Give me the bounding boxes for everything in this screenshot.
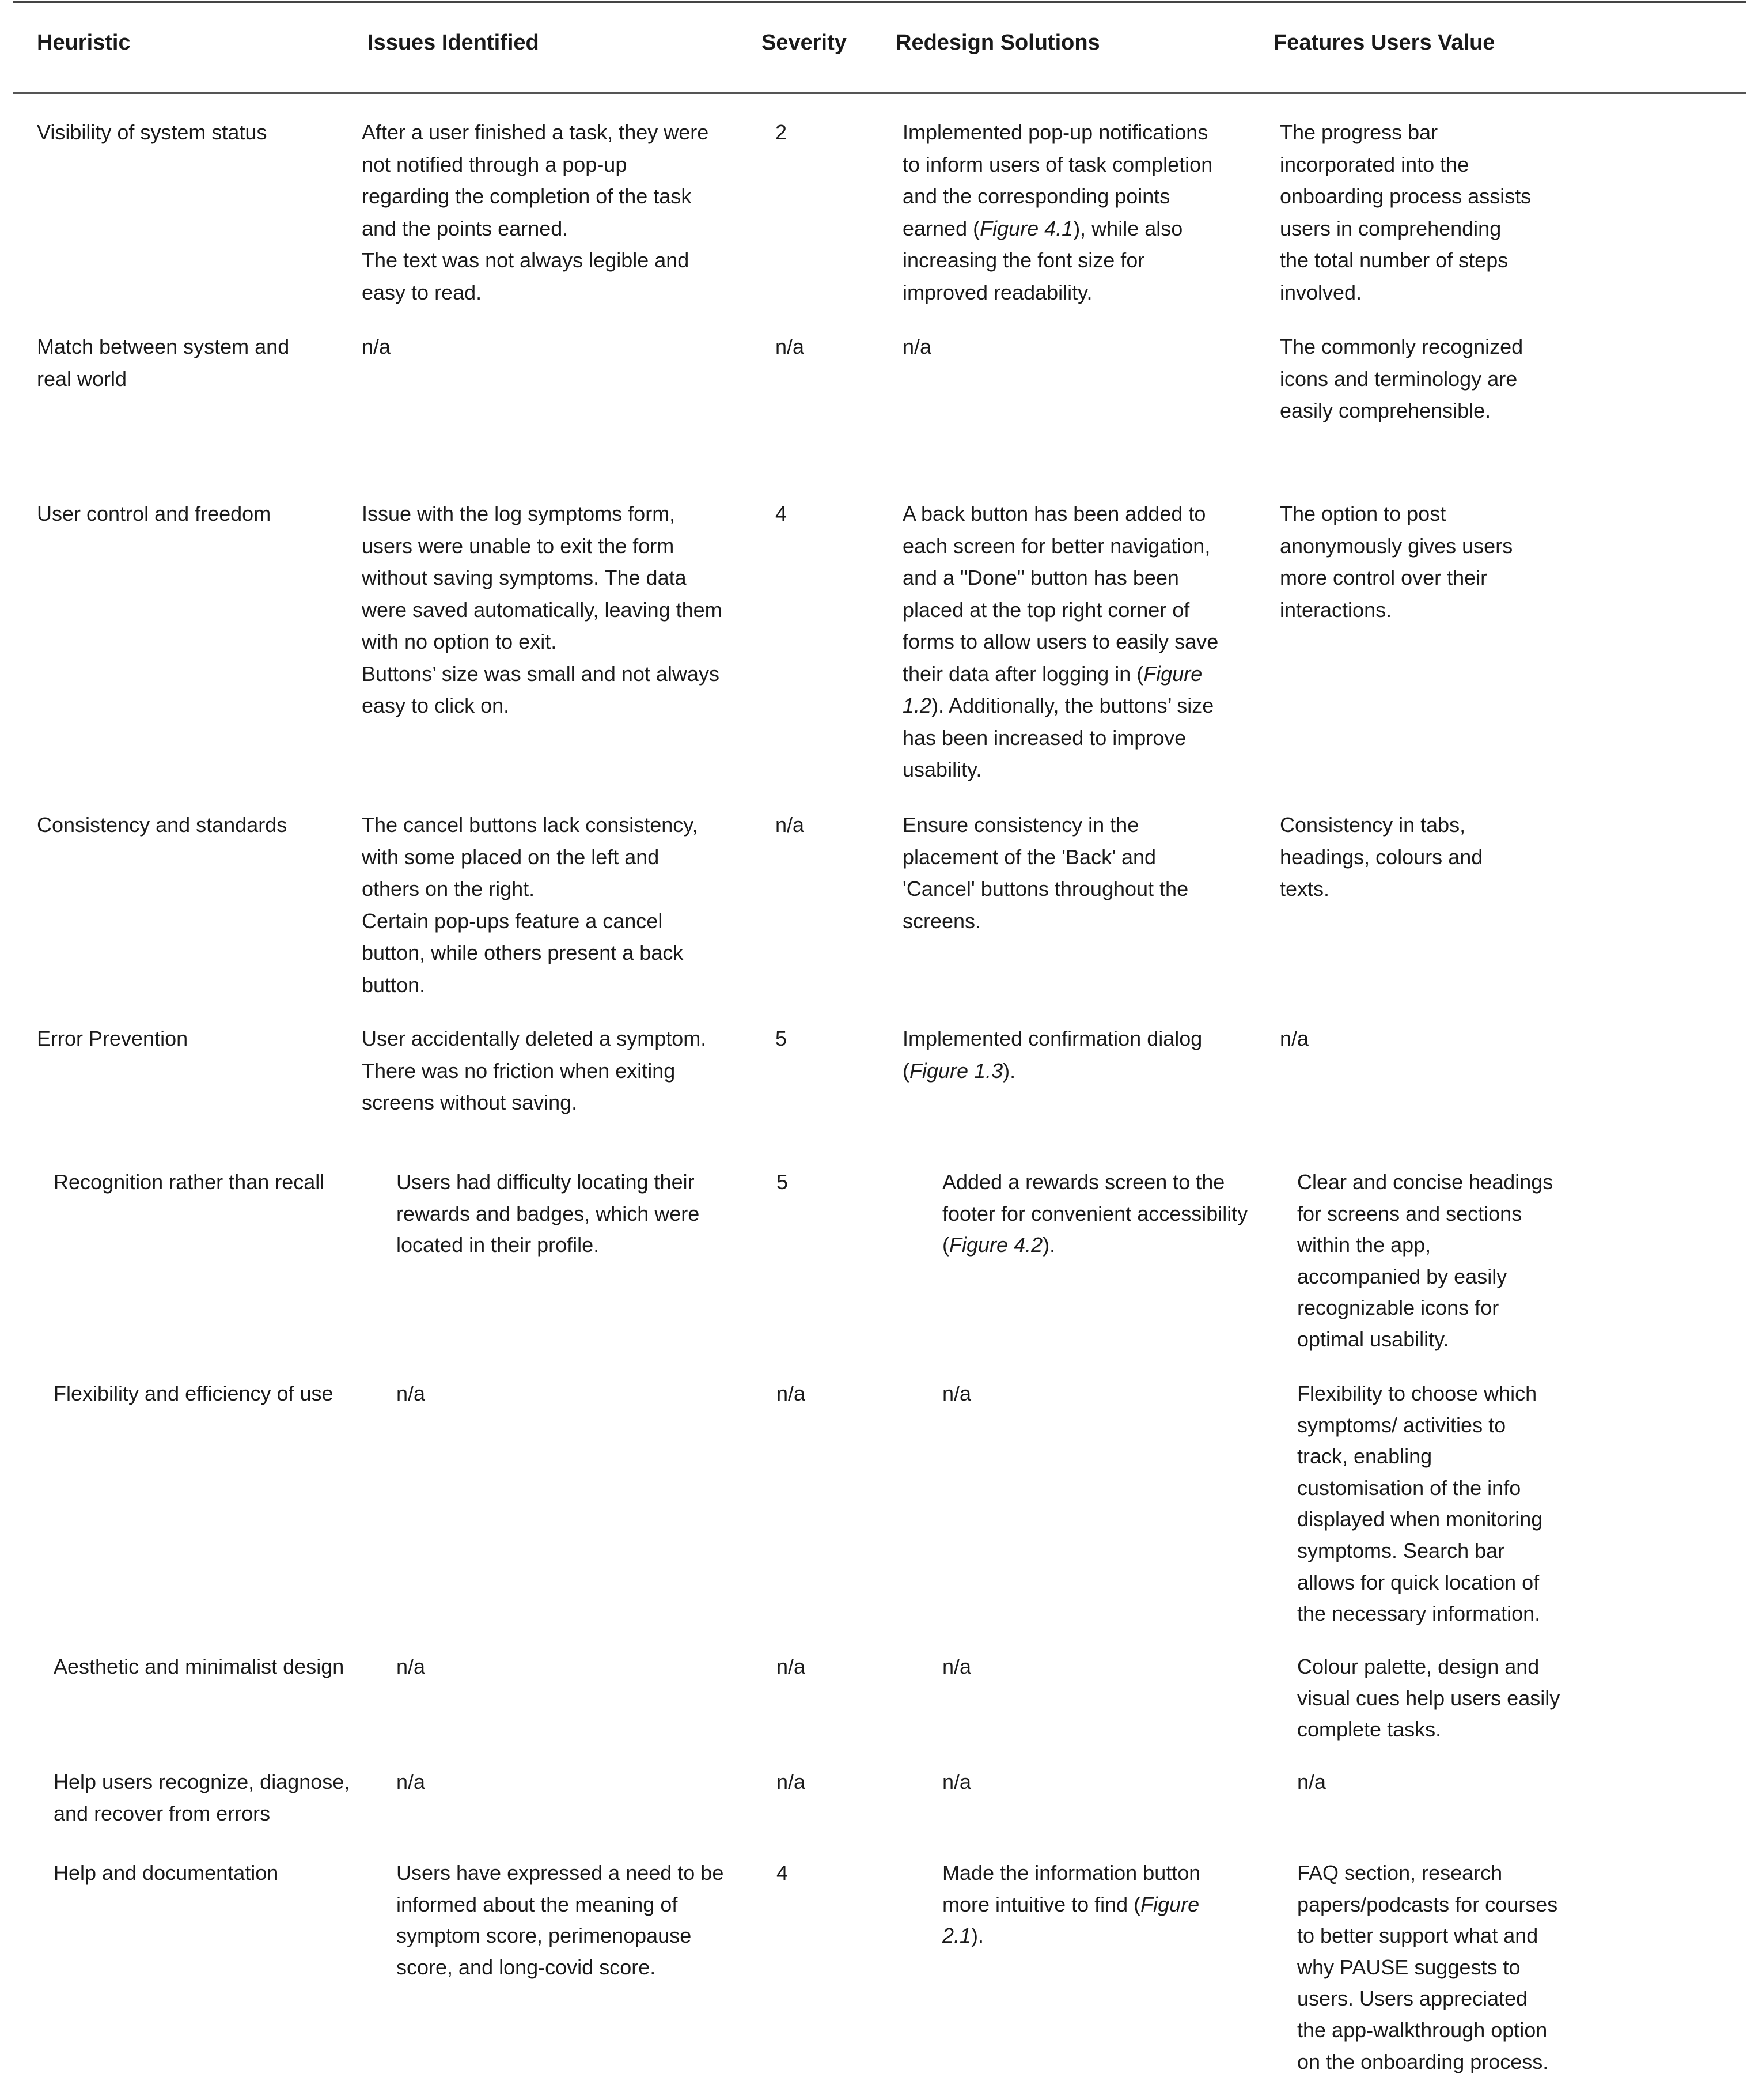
cell-heuristic: Flexibility and efficiency of use — [54, 1382, 333, 1405]
cell-heuristic: Match between system and real world — [37, 335, 290, 391]
cell-severity: 5 — [776, 1170, 789, 1194]
cell-issues: The cancel buttons lack consistency, with some placed on the left and others on the right. Certain pop-ups feature a cancel button, while others present a back button. — [362, 813, 698, 997]
cell-features: Flexibility to choose which symptoms/ activities to track, enabling customisation of the info displayed when monitoring symptoms. Search bar allows for quick location of the necessary information. — [1297, 1382, 1543, 1626]
cell-redesign: Made the information button more intuitive to find (Figure 2.1). — [942, 1861, 1201, 1948]
cell-issues: n/a — [396, 1382, 426, 1405]
cell-issues: n/a — [396, 1655, 426, 1678]
cell-features: Clear and concise headings for screens and sections within the app, accompanied by easily recognizable icons for optimal usability. — [1297, 1170, 1553, 1351]
cell-redesign: n/a — [942, 1655, 972, 1678]
cell-issues: n/a — [396, 1770, 426, 1793]
cell-heuristic: Help and documentation — [54, 1861, 279, 1885]
cell-heuristic: User control and freedom — [37, 502, 271, 525]
cell-severity: 4 — [775, 502, 787, 525]
cell-redesign: n/a — [942, 1770, 972, 1793]
cell-redesign: Implemented pop-up notifications to inform users of task completion and the corresponding points earned (Figure 4.1), while also increasing the font size for improved readability. — [903, 120, 1213, 304]
cell-redesign: A back button has been added to each screen for better navigation, and a "Done" button has been placed at the top right corner of forms to allow users to easily save their data after logging in (Figure 1.2). Additionally, the buttons’ size has been increased to improve usability. — [903, 502, 1219, 781]
header-redesign: Redesign Solutions — [896, 31, 1100, 55]
cell-redesign: Ensure consistency in the placement of the 'Back' and 'Cancel' buttons throughout the screens. — [903, 813, 1189, 933]
header-heuristic: Heuristic — [37, 31, 131, 55]
cell-severity: n/a — [776, 1382, 806, 1405]
cell-features: The option to post anonymously gives users more control over their interactions. — [1280, 502, 1513, 622]
cell-severity: 2 — [775, 120, 787, 144]
cell-redesign: Added a rewards screen to the footer for convenient accessibility (Figure 4.2). — [942, 1170, 1248, 1257]
cell-redesign: n/a — [903, 335, 932, 358]
header-severity: Severity — [761, 31, 847, 55]
cell-issues: Users have expressed a need to be informed about the meaning of symptom score, perimenopause score, and long-covid score. — [396, 1861, 724, 1979]
cell-features: Colour palette, design and visual cues help users easily complete tasks. — [1297, 1655, 1560, 1742]
cell-features: FAQ section, research papers/podcasts for courses to better support what and why PAUSE suggests to users. Users appreciated the app-walkthrough option on the onboarding process. — [1297, 1861, 1558, 2073]
cell-severity: n/a — [775, 813, 805, 837]
header-features: Features Users Value — [1274, 31, 1495, 55]
cell-features: n/a — [1297, 1770, 1326, 1793]
cell-issues: User accidentally deleted a symptom. There was no friction when exiting screens without saving. — [362, 1027, 707, 1114]
cell-severity: n/a — [776, 1770, 806, 1793]
cell-redesign: n/a — [942, 1382, 972, 1405]
cell-features: The progress bar incorporated into the onboarding process assists users in comprehending the total number of steps involved. — [1280, 120, 1532, 304]
header-issues: Issues Identified — [367, 31, 539, 55]
cell-severity: 4 — [776, 1861, 789, 1885]
cell-issues: Issue with the log symptoms form, users were unable to exit the form without saving symptoms. The data were saved automatically, leaving them with no option to exit. Buttons’ size was small and not always easy to click on. — [362, 502, 722, 717]
cell-severity: n/a — [775, 335, 805, 358]
cell-severity: n/a — [776, 1655, 806, 1678]
header-rule — [13, 92, 1746, 94]
cell-heuristic: Aesthetic and minimalist design — [54, 1655, 344, 1678]
cell-heuristic: Error Prevention — [37, 1027, 188, 1050]
cell-heuristic: Visibility of system status — [37, 120, 267, 144]
cell-features: n/a — [1280, 1027, 1309, 1050]
cell-redesign: Implemented confirmation dialog (Figure 1.3). — [903, 1027, 1203, 1083]
cell-severity: 5 — [775, 1027, 787, 1050]
cell-features: The commonly recognized icons and terminology are easily comprehensible. — [1280, 335, 1523, 422]
table-top-rule — [13, 1, 1746, 3]
cell-issues: n/a — [362, 335, 391, 358]
cell-issues: Users had difficulty locating their rewards and badges, which were located in their profile. — [396, 1170, 700, 1257]
cell-issues: After a user finished a task, they were not notified through a pop-up regarding the completion of the task and the points earned. The text was not always legible and easy to read. — [362, 120, 709, 304]
cell-heuristic: Recognition rather than recall — [54, 1170, 325, 1194]
cell-features: Consistency in tabs, headings, colours and texts. — [1280, 813, 1483, 900]
cell-heuristic: Help users recognize, diagnose, and recover from errors — [54, 1770, 350, 1825]
cell-heuristic: Consistency and standards — [37, 813, 287, 837]
